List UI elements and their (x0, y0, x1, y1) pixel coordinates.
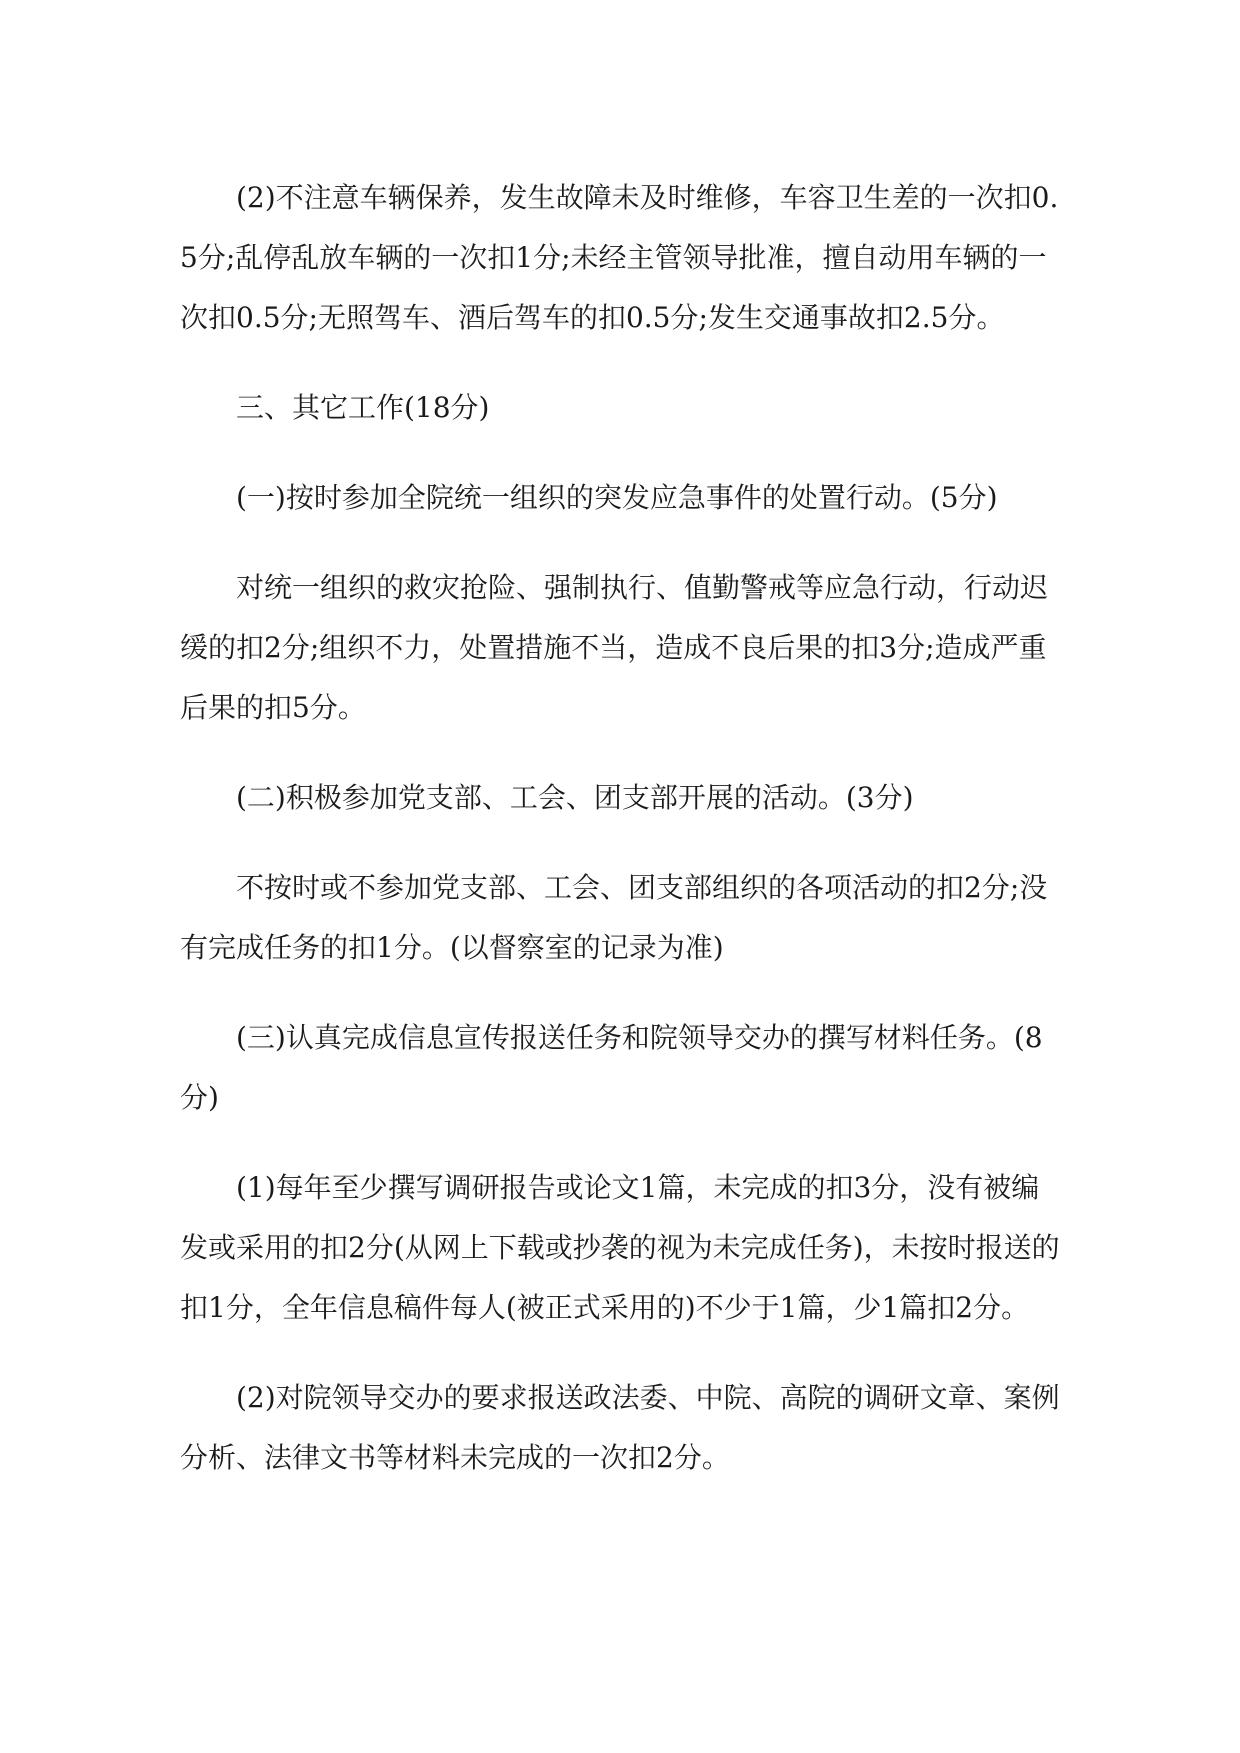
paragraph-emergency-rules: 对统一组织的救灾抢险、强制执行、值勤警戒等应急行动，行动迟缓的扣2分;组织不力，处置措施不当，造成不良后果的扣3分;造成严重后果的扣5分。 (180, 571, 1049, 724)
paragraph-gap (180, 348, 1060, 378)
paragraph-party-activities-rules: 不按时或不参加党支部、工会、团支部组织的各项活动的扣2分;没有完成任务的扣1分。(以督察室的记录为准) (180, 871, 1048, 964)
item-heading-information-reporting: (三)认真完成信息宣传报送任务和院领导交办的撰写材料任务。(8分) (180, 1021, 1043, 1114)
item-heading-party-activities: (二)积极参加党支部、工会、团支部开展的活动。(3分) (236, 781, 914, 814)
paragraph-gap (180, 438, 1060, 468)
paragraph-gap (180, 738, 1060, 768)
item-heading-emergency: (一)按时参加全院统一组织的突发应急事件的处置行动。(5分) (236, 481, 998, 514)
paragraph-gap (180, 1128, 1060, 1158)
paragraph-research-reports: (1)每年至少撰写调研报告或论文1篇，未完成的扣3分，没有被编发或采用的扣2分(从网上下载或抄袭的视为未完成任务)，未按时报送的扣1分，全年信息稿件每人(被正式采用的)不少于1篇，少1篇扣2分。 (180, 1171, 1060, 1324)
section-heading-other-work: 三、其它工作(18分) (236, 391, 490, 424)
paragraph-gap (180, 978, 1060, 1008)
paragraph-gap (180, 528, 1060, 558)
paragraph-vehicle-maintenance: (2)不注意车辆保养，发生故障未及时维修，车容卫生差的一次扣0.5分;乱停乱放车辆的一次扣1分;未经主管领导批准，擅自动用车辆的一次扣0.5分;无照驾车、酒后驾车的扣0.5分;发生交通事故扣2.5分。 (180, 181, 1059, 334)
paragraph-leader-assigned-materials: (2)对院领导交办的要求报送政法委、中院、高院的调研文章、案例分析、法律文书等材料未完成的一次扣2分。 (180, 1381, 1060, 1474)
paragraph-gap (180, 828, 1060, 858)
paragraph-gap (180, 1338, 1060, 1368)
document-body (180, 168, 1060, 1488)
